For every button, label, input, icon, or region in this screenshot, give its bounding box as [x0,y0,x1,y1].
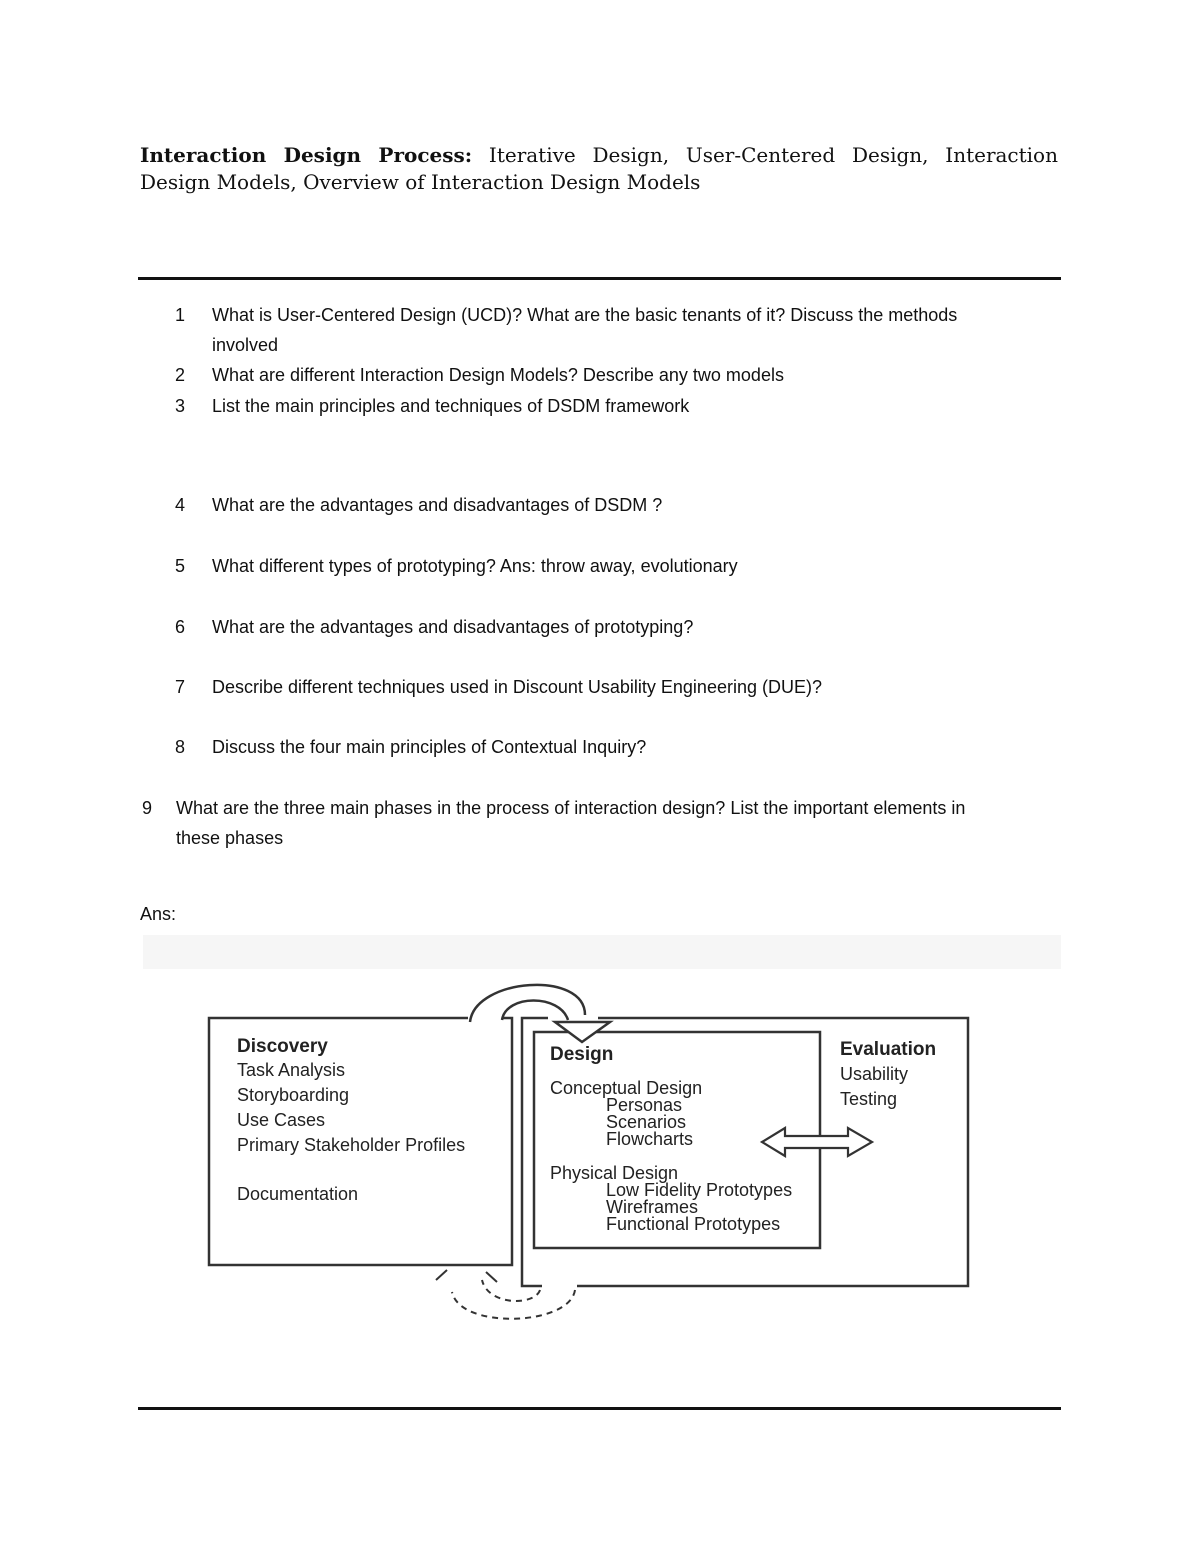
design-item: Scenarios [606,1112,687,1132]
question-text: What are the advantages and disadvantages of DSDM ? [212,495,663,515]
evaluation-to-discovery-dashed-arrow [452,1290,575,1319]
question-number: 8 [175,737,186,757]
question-text: What are different Interaction Design Models? Describe any two models [212,365,784,385]
header-subtopics: Iterative Design, User-Centered Design, Interaction Design Models, Overview of Interaction Design Models [140,143,1058,194]
dashed-arrow-inner [482,1280,540,1301]
question-text: List the main principles and techniques of DSDM framework [212,396,690,416]
conceptual-design-label: Conceptual Design [550,1078,703,1098]
question-number: 3 [175,396,186,416]
discovery-title: Discovery [237,1036,328,1057]
question-text: What are the advantages and disadvantages of prototyping? [212,617,694,637]
discovery-item: Primary Stakeholder Profiles [237,1135,466,1155]
evaluation-item: Usability [840,1064,909,1084]
dashed-arrowheads-icon [436,1270,497,1282]
question-number: 4 [175,495,186,515]
design-item: Wireframes [606,1197,699,1217]
discovery-item: Task Analysis [237,1060,346,1080]
bottom-rule [138,1407,1061,1410]
question-text: Describe different techniques used in Discount Usability Engineering (DUE)? [212,677,822,697]
answer-label: Ans: [140,904,177,924]
physical-design-label: Physical Design [550,1163,679,1183]
design-item: Personas [606,1095,683,1115]
discovery-item: Storyboarding [237,1085,350,1105]
question-text: Discuss the four main principles of Contextual Inquiry? [212,737,647,757]
header-topic: Interaction Design Process: [140,143,473,167]
question-number: 9 [142,798,153,818]
question-text-continued: involved [212,335,279,355]
question-number: 6 [175,617,186,637]
evaluation-title: Evaluation [840,1039,937,1060]
design-item: Low Fidelity Prototypes [606,1180,793,1200]
design-item: Flowcharts [606,1129,694,1149]
design-title: Design [550,1044,614,1065]
evaluation-item: Testing [840,1089,898,1109]
question-text: What is User-Centered Design (UCD)? What are the basic tenants of it? Discuss the methods [212,305,958,325]
question-number: 2 [175,365,186,385]
question-number: 1 [175,305,186,325]
discovery-item: Documentation [237,1184,359,1204]
double-arrow-icon [762,1128,872,1156]
question-text: What different types of prototyping? Ans: throw away, evolutionary [212,556,738,576]
design-item: Functional Prototypes [606,1214,781,1234]
question-text: What are the three main phases in the process of interaction design? List the important elements in [176,798,966,818]
question-text-continued: these phases [176,828,284,848]
question-number: 5 [175,556,186,576]
question-number: 7 [175,677,186,697]
discovery-item: Use Cases [237,1110,326,1130]
